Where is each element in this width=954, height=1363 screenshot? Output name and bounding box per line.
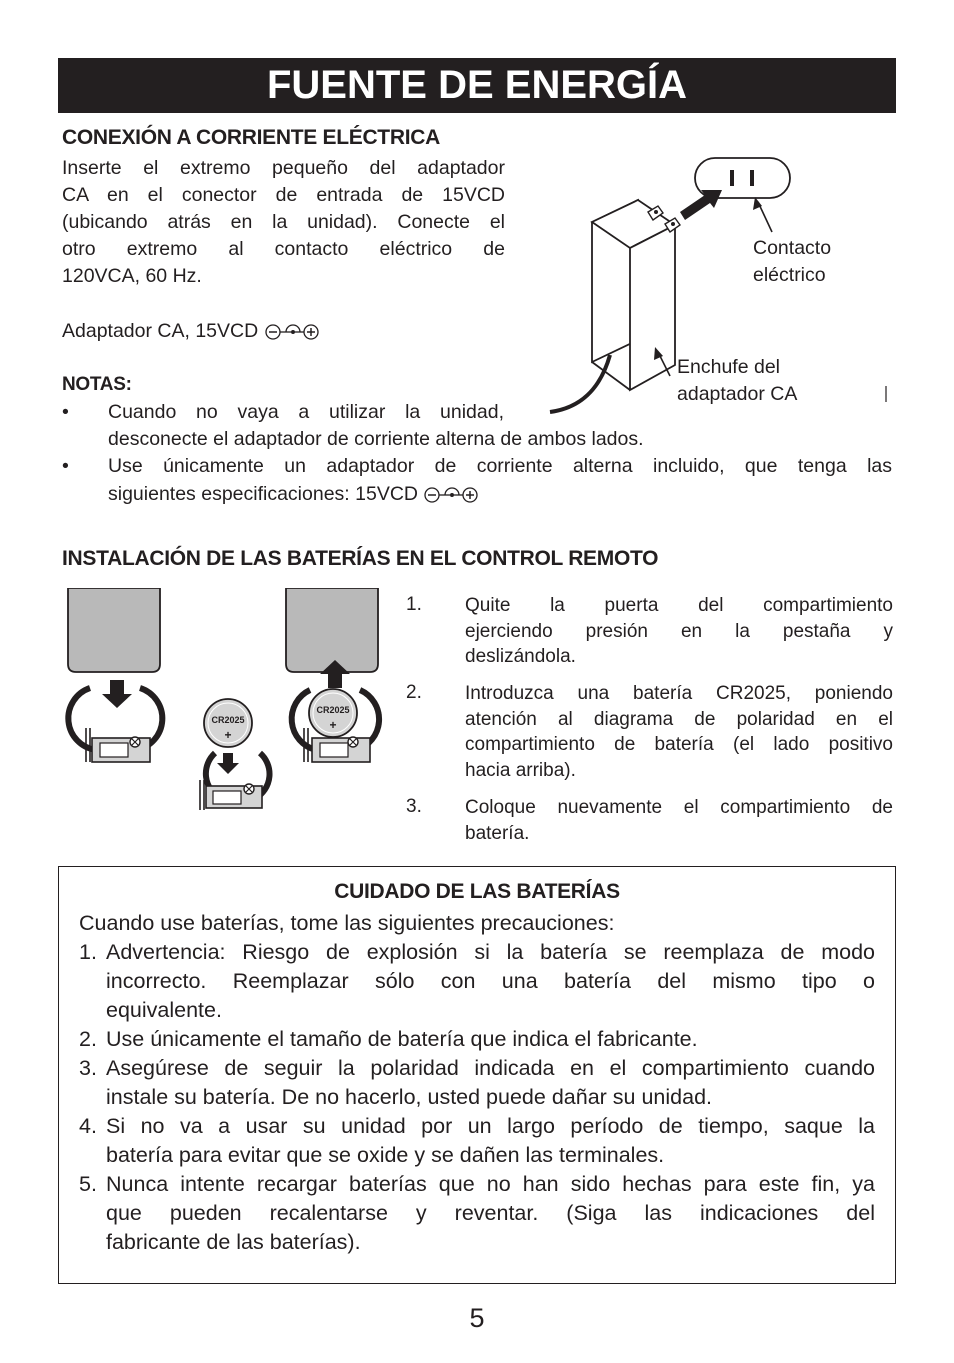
step-1-line-1: Quite la puerta del compartimiento [465,595,893,616]
step-2-line-1: Introduzca una batería CR2025, poniendo [465,683,893,704]
step-2-line-4: hacia arriba). [465,759,576,781]
polarity-icon [264,323,320,341]
bullet-2: • [62,455,69,477]
battery-care-heading: CUIDADO DE LAS BATERÍAS [334,880,620,903]
battery-care-intro: Cuando use baterías, tome las siguientes precauciones: [79,911,615,935]
note-2-line-2: siguientes especificaciones: 15VCD [108,483,419,505]
care-item-5 [106,1170,875,1257]
step-1-line-3: deslizándola. [465,646,576,667]
notes-heading: NOTAS: [62,374,132,395]
outlet-label-line-2: eléctrico [753,264,826,286]
step-1-text [465,593,893,670]
battery-sign-1: + [224,728,232,742]
battery-sign-2: + [329,718,337,732]
care-item-4-line-2: batería para evitar que se oxide y se dañen las terminales. [106,1143,665,1167]
ac-line-4: otro extremo al contacto eléctrico de [62,238,505,260]
battery-label-2: CR2025 [316,705,350,715]
care-item-4 [106,1112,875,1170]
care-item-1 [106,938,875,1025]
step-3-text [465,795,893,846]
battery-install-heading: INSTALACIÓN DE LAS BATERÍAS EN EL CONTROL REMOTO [62,547,659,570]
step-2-text [465,681,893,783]
care-item-2 [106,1025,875,1054]
care-item-4-number: 4. [79,1114,97,1138]
note-2-line-2-wrap [108,481,479,508]
care-item-1-line-2: incorrecto. Reemplazar sólo con una batería del mismo tipo o [106,969,875,993]
care-item-3-line-1: Asegúrese de seguir la polaridad indicada en el compartimiento cuando [106,1056,875,1080]
care-item-1-line-3: equivalente. [106,998,222,1022]
step-2-number: 2. [406,682,422,703]
ac-line-5: 120VCA, 60 Hz. [62,265,202,287]
ac-line-3: (ubicando atrás en la unidad). Conecte el [62,211,505,233]
ac-line-2: CA en el conector de entrada de 15VCD [62,184,505,206]
step-1-number: 1. [406,594,422,615]
step-3-line-2: batería. [465,822,530,844]
step-2-line-3: compartimiento de batería (el lado positivo [465,734,893,755]
outlet-label-line-1: Contacto [753,237,832,259]
note-1-line-1: Cuando no vaya a utilizar la unidad, [108,401,504,423]
plug-label-line-1: Enchufe del [677,356,780,378]
note-1-line-2: desconecte el adaptador de corriente alterna de ambos lados. [108,428,644,450]
battery-label-1: CR2025 [211,715,245,725]
care-item-2-number: 2. [79,1027,97,1051]
care-item-5-line-2: que pueden recalentarse y reventar. (Siga las indicaciones del [106,1201,875,1225]
ac-paragraph [62,155,505,290]
bullet-1: • [62,401,69,423]
outlet-label [753,235,831,289]
page-title: FUENTE DE ENERGÍA [58,58,896,113]
note-2-line-1: Use únicamente un adaptador de corriente alterna incluido, que tenga las [108,455,892,477]
care-item-5-line-3: fabricante de las baterías). [106,1230,361,1254]
plug-label [677,354,797,408]
step-1-line-2: ejerciendo presión en la pestaña y [465,620,893,642]
step-2-line-2: atención al diagrama de polaridad en el [465,708,893,730]
polarity-icon [423,486,479,504]
plug-label-line-2: adaptador CA [677,383,798,405]
adapter-spec [62,318,320,345]
plug-arrow-icon [680,190,722,220]
down-arrow-icon [217,753,239,774]
step-3-number: 3. [406,796,422,817]
care-item-3-line-2: instale su batería. De no hacerlo, usted puede dañar su unidad. [106,1085,712,1109]
page-number: 5 [469,1303,485,1333]
remote-battery-illustration [60,588,390,813]
remote-control-icon [286,588,378,672]
care-item-1-line-1: Advertencia: Riesgo de explosión si la batería se reemplaza de modo [106,940,875,964]
battery-tray-icon [200,753,270,810]
care-item-5-number: 5. [79,1172,97,1196]
care-item-4-line-1: Si no va a usar su unidad por un largo período de tiempo, saque la [106,1114,875,1138]
ac-heading: CONEXIÓN A CORRIENTE ELÉCTRICA [62,126,440,149]
care-item-5-line-1: Nunca intente recargar baterías que no han sido hechas para este fin, ya [106,1172,875,1196]
ac-line-1: Inserte el extremo pequeño del adaptador [62,157,505,179]
care-item-2-line-1: Use únicamente el tamaño de batería que indica el fabricante. [106,1027,698,1051]
cord-icon [550,355,610,412]
adapter-label: Adaptador CA, 15VCD [62,320,259,342]
down-arrow-icon [102,680,132,708]
remote-control-icon [68,588,160,672]
care-item-1-number: 1. [79,940,97,964]
care-item-3-number: 3. [79,1056,97,1080]
care-item-3 [106,1054,875,1112]
step-3-line-1: Coloque nuevamente el compartimiento de [465,797,893,818]
